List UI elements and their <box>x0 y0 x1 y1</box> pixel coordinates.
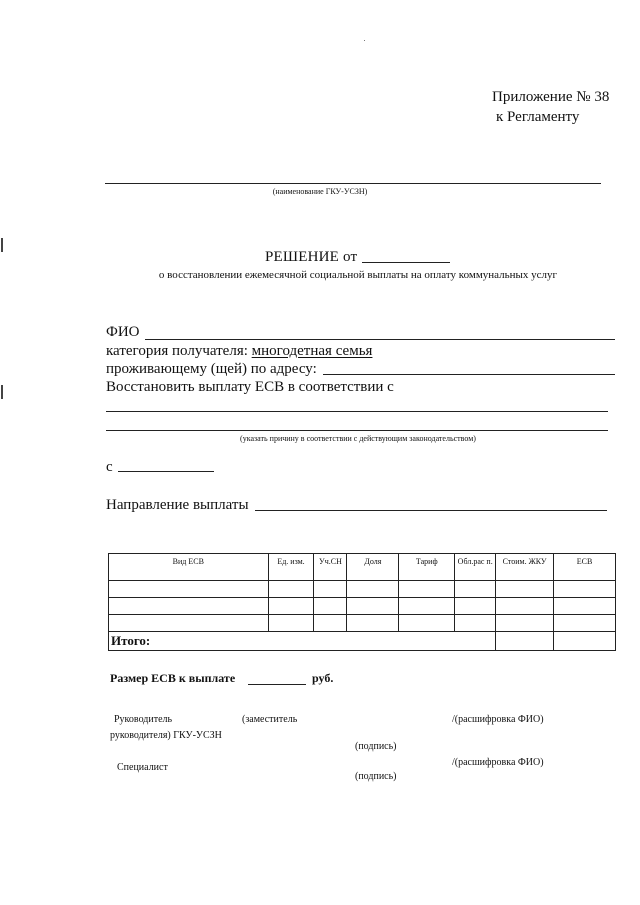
direction-line <box>255 510 607 511</box>
table-header-cell: Ед. изм. <box>268 554 314 581</box>
table-header-cell: Стоим. ЖКУ <box>496 554 554 581</box>
table-cell <box>496 632 554 651</box>
table-cell <box>554 581 616 598</box>
table-cell <box>399 581 455 598</box>
table-cell <box>554 598 616 615</box>
organization-line <box>105 183 601 184</box>
from-label: с <box>106 459 113 475</box>
table-cell <box>455 581 496 598</box>
head-title-part3: руководителя) ГКУ-УСЗН <box>110 730 222 741</box>
table-cell <box>314 581 347 598</box>
amount-line <box>248 684 306 685</box>
annex-number: Приложение № 38 <box>492 89 610 105</box>
address-label: проживающему (щей) по адресу: <box>106 361 317 377</box>
table-cell <box>109 581 269 598</box>
table-cell <box>496 598 554 615</box>
table-header-cell: Обл.рас п. <box>455 554 496 581</box>
table-cell <box>347 598 399 615</box>
decision-subtitle: о восстановлении ежемесячной социальной выплаты на оплату коммунальных услуг <box>158 269 558 281</box>
table-cell <box>496 615 554 632</box>
amount-label: Размер ЕСВ к выплате <box>110 671 236 685</box>
reason-line-1 <box>106 411 608 412</box>
table-cell <box>496 581 554 598</box>
restore-label: Восстановить выплату ЕСВ в соответствии с <box>106 379 394 395</box>
fio-decode-2: /(расшифровка ФИО) <box>452 757 544 768</box>
table-total-row <box>109 632 616 651</box>
table-cell <box>109 615 269 632</box>
address-line <box>323 374 615 375</box>
organization-caption: (наименование ГКУ-УСЗН) <box>272 187 368 196</box>
esv-table <box>108 553 616 651</box>
decision-date-line <box>362 262 450 263</box>
fio-line <box>145 339 615 340</box>
scan-edge-mark <box>1 385 3 399</box>
table-header-cell: Тариф <box>399 554 455 581</box>
table-header-cell: Доля <box>347 554 399 581</box>
table-cell <box>347 581 399 598</box>
table-header-cell: Уч.СН <box>314 554 347 581</box>
direction-label: Направление выплаты <box>106 497 249 513</box>
table-cell <box>455 598 496 615</box>
table-row <box>109 581 616 598</box>
category-value: многодетная семья <box>251 343 373 359</box>
table-cell <box>399 615 455 632</box>
category-label: категория получателя: <box>106 343 248 359</box>
table-cell <box>455 615 496 632</box>
table-header-cell: ЕСВ <box>554 554 616 581</box>
table-cell <box>554 632 616 651</box>
table-header-cell: Вид ЕСВ <box>109 554 269 581</box>
scan-edge-mark <box>1 238 3 252</box>
table-cell <box>268 615 314 632</box>
table-cell <box>554 615 616 632</box>
head-title-part2: (заместитель <box>242 714 298 725</box>
decision-title <box>265 249 357 266</box>
scan-speck <box>364 40 365 41</box>
table-cell <box>268 581 314 598</box>
table-cell <box>109 598 269 615</box>
from-date-line <box>118 471 214 472</box>
signature-caption-1: (подпись) <box>355 741 397 752</box>
decision-title-text: РЕШЕНИЕ от <box>265 249 358 265</box>
signature-caption-2: (подпись) <box>355 771 397 782</box>
table-cell <box>314 615 347 632</box>
reason-line-2 <box>106 430 608 431</box>
fio-label: ФИО <box>106 324 140 340</box>
table-cell <box>268 598 314 615</box>
head-title-part1: Руководитель <box>114 714 173 725</box>
table-total-label: Итого: <box>109 632 496 651</box>
reason-caption: (указать причину в соответствии с действующим законодательством) <box>240 434 476 443</box>
table-cell <box>399 598 455 615</box>
table-header-row <box>109 554 616 581</box>
table-cell <box>314 598 347 615</box>
category-row <box>106 343 372 360</box>
table-cell <box>347 615 399 632</box>
table-row <box>109 615 616 632</box>
specialist-label: Специалист <box>117 762 168 773</box>
fio-decode-1: /(расшифровка ФИО) <box>452 714 544 725</box>
annex-reglament: к Регламенту <box>496 109 580 125</box>
table-row <box>109 598 616 615</box>
amount-unit: руб. <box>312 671 334 685</box>
